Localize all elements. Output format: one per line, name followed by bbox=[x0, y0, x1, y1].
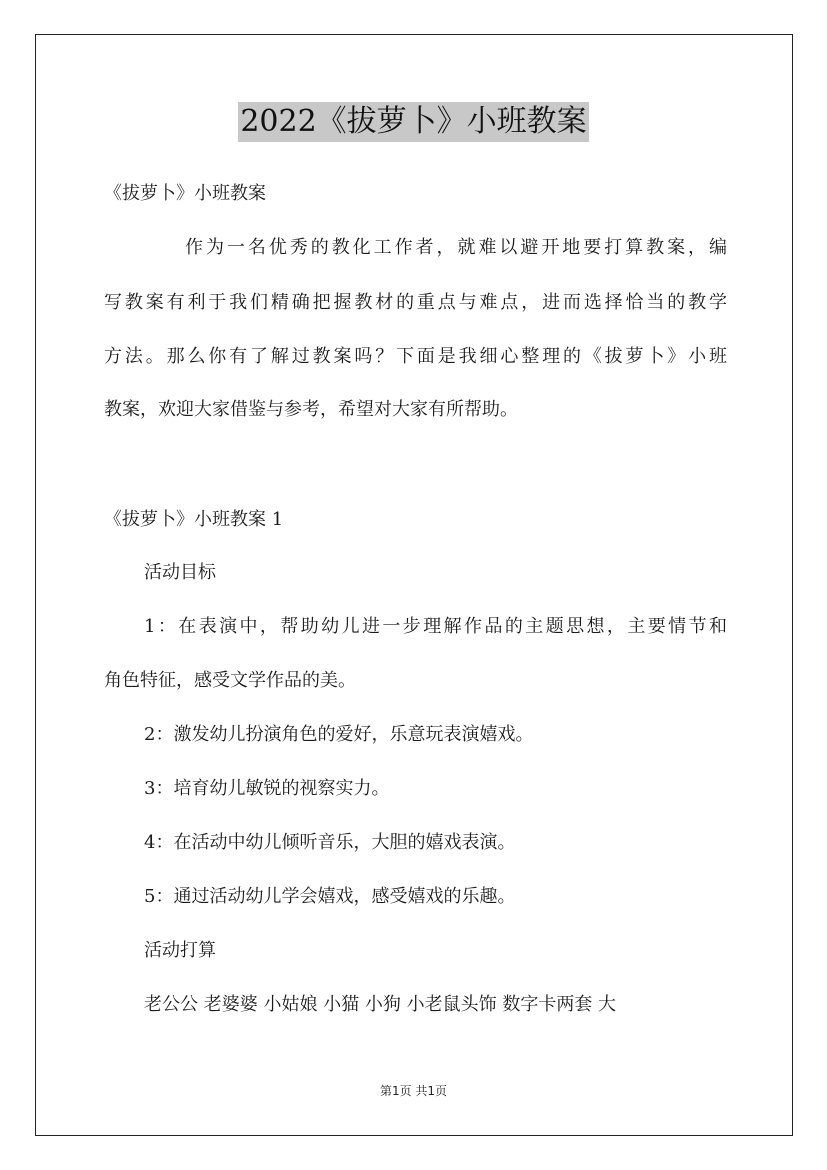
section-heading: 《拔萝卜》小班教案 1 bbox=[104, 509, 284, 530]
intro-line-2: 写教案有利于我们精确把握教材的重点与难点，进而选择恰当的教学 bbox=[104, 292, 727, 313]
goal-4: 4：在活动中幼儿倾听音乐，大胆的嬉戏表演。 bbox=[144, 832, 516, 853]
intro-line-4: 教案，欢迎大家借鉴与参考，希望对大家有所帮助。 bbox=[104, 399, 518, 420]
intro-line-1: 作为一名优秀的教化工作者，就难以避开地要打算教案，编 bbox=[185, 237, 727, 258]
goal-3: 3：培育幼儿敏锐的视察实力。 bbox=[144, 778, 390, 799]
goal-1-line-2: 角色特征，感受文学作品的美。 bbox=[104, 670, 356, 691]
goal-5: 5：通过活动幼儿学会嬉戏，感受嬉戏的乐趣。 bbox=[144, 886, 516, 907]
prep-line: 老公公 老婆婆 小姑娘 小猫 小狗 小老鼠头饰 数字卡两套 大 bbox=[144, 994, 617, 1015]
document-title: 2022《拔萝卜》小班教案 bbox=[238, 102, 588, 142]
title-container bbox=[0, 102, 827, 142]
prep-heading: 活动打算 bbox=[144, 940, 216, 961]
goals-heading: 活动目标 bbox=[144, 562, 216, 583]
intro-line-3: 方法。那么你有了解过教案吗？下面是我细心整理的《拔萝卜》小班 bbox=[104, 346, 727, 367]
goal-1-line-1: 1：在表演中，帮助幼儿进一步理解作品的主题思想，主要情节和 bbox=[144, 616, 727, 637]
document-subtitle: 《拔萝卜》小班教案 bbox=[104, 183, 266, 204]
goal-2: 2：激发幼儿扮演角色的爱好，乐意玩表演嬉戏。 bbox=[144, 724, 534, 745]
page-footer: 第1页 共1页 bbox=[379, 1084, 448, 1098]
